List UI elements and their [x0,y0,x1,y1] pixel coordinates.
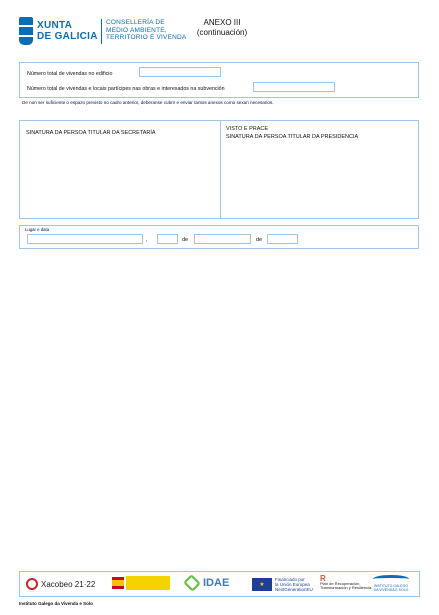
xacobeo-mark-icon [26,578,38,590]
day-input[interactable] [157,234,178,244]
conselleria-name [106,19,186,42]
xacobeo-label: Xacobeo 21·22 [41,579,96,589]
month-input[interactable] [194,234,251,244]
signature-president-label: SINATURA DA PERSOA TITULAR DA PRESIDENCIA [226,134,359,140]
xunta-line2: DE GALICIA [37,31,98,42]
extra-annex-note: De non ser suficiente o espazo previsto no cadro anterior, deberanse cubrir e enviar tantos anexos como sexan necesarios. [22,100,274,105]
xunta-logo [19,17,98,45]
funding-logos-bar [19,571,420,597]
prtr-line2: Transformación y Resiliencia [320,585,372,590]
xacobeo-logo [26,578,95,590]
year-input[interactable] [267,234,298,244]
footer-institution: Instituto Galego da Vivenda e Solo [19,601,93,606]
signature-president-block [226,125,358,141]
idae-label: IDAE [203,577,230,589]
ministerio-banner [126,576,170,590]
visto-prace-label: VISTO E PRACE [226,126,269,132]
conselleria-line3: TERRITORIO E VIVENDA [106,34,187,41]
comma-separator: , [146,237,148,243]
prtr-r-icon: R [320,574,326,583]
eu-line3: NextGenerationEU [275,587,313,592]
place-date-label: Lugar e data [25,227,50,232]
gobierno-espana-logo [112,576,170,590]
conselleria-line1: CONSELLERÍA DE [106,19,165,26]
signature-secretary-label: SINATURA DA PERSOA TITULAR DA SECRETARÍA [26,130,156,136]
eu-flag-icon: ★ [252,578,272,591]
galicia-crest-icon [19,17,33,45]
eu-line2: la Unión Europea [275,582,310,587]
igvs-wave-icon [373,575,409,583]
idae-ring-icon [183,574,201,592]
igvs-line2: DA VIVENDA E SOLO [373,588,409,592]
eu-logo [252,577,313,592]
igvs-logo [369,575,413,592]
eu-text [275,577,313,592]
participes-input[interactable] [253,82,335,92]
conselleria-line2: MEDIO AMBIENTE, [106,26,167,34]
igvs-line1: INSTITUTO GALEGO [373,584,409,588]
document-header [19,17,419,47]
prtr-logo [320,574,372,591]
anexo-title: ANEXO III [203,18,241,27]
header-divider [101,19,102,44]
xunta-wordmark [37,20,98,42]
place-input[interactable] [27,234,143,244]
idae-logo [183,575,229,591]
signature-divider [220,121,221,218]
vivendas-input[interactable] [139,67,221,77]
xunta-line1: XUNTA [37,20,73,31]
spain-shield-icon [112,577,124,589]
place-date-section [19,225,419,249]
prtr-line1: Plan de Recuperación, [320,580,361,586]
dwelling-count-section [19,62,419,98]
label-vivendas: Número total de vivendas no edificio [27,71,113,77]
label-participes: Número total de vivendas e locais partícipes nas obras e interesados na subvención [27,86,225,92]
eu-line1: Financiado por [275,577,305,582]
anexo-subtitle: (continuación) [196,28,248,37]
signature-section [19,120,419,219]
de-separator-2: de [256,237,263,243]
de-separator-1: de [182,237,189,243]
anexo-title-block [187,18,257,38]
